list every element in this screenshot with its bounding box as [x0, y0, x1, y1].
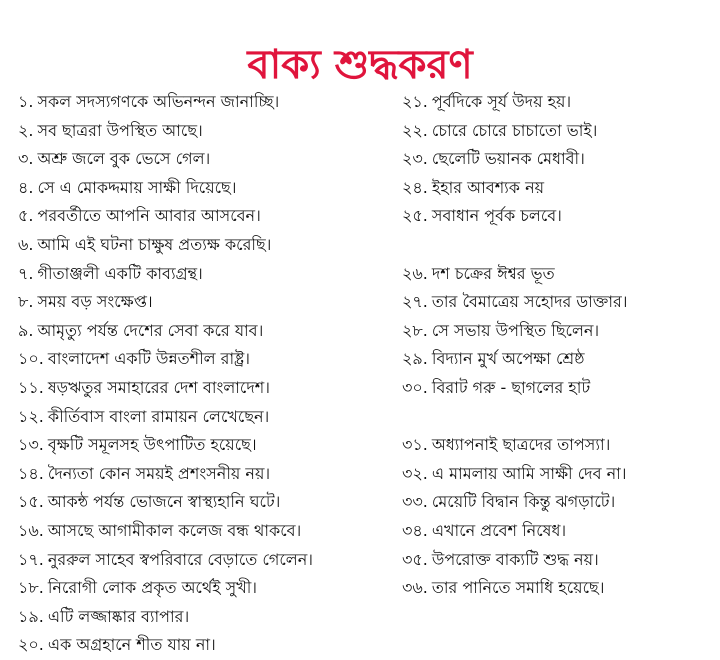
item-number: ১. [18, 92, 34, 111]
list-item [18, 231, 390, 260]
list-item [18, 174, 390, 203]
item-number: ২১. [402, 92, 428, 111]
list-item [18, 374, 390, 403]
item-number: ৩৪. [402, 520, 428, 540]
item-number: ২২. [402, 120, 428, 140]
item-number: ২৯. [402, 349, 428, 369]
item-text: আমৃত্যু পর্যন্ত দেশের সেবা করে যাব। [37, 320, 264, 340]
list-item [402, 345, 714, 374]
item-text: সবাধান পূর্বক চলবে। [431, 206, 562, 226]
sentence-list-left [18, 88, 390, 660]
item-number: ৮. [18, 292, 34, 312]
list-item [402, 546, 714, 575]
item-number: ১৬. [18, 520, 44, 540]
item-text: এ মামলায় আমি সাক্ষী দেব না। [431, 463, 627, 483]
item-text: উপরোক্ত বাক্যটি শুদ্ধ নয়। [431, 549, 599, 569]
item-number: ২৪. [402, 177, 428, 197]
list-spacer [402, 231, 714, 260]
list-item [18, 431, 390, 460]
item-text: আসছে আগামীকাল কলেজ বন্ধ থাকবে। [47, 520, 302, 540]
item-text: মেয়েটি বিদ্বান কিন্তু ঝগড়াটে। [431, 492, 616, 512]
item-number: ২৩. [402, 149, 428, 169]
list-item [402, 145, 714, 174]
list-item [402, 431, 714, 460]
list-item [18, 517, 390, 546]
list-item [18, 345, 390, 374]
item-text: সব ছাত্ররা উপস্থিত আছে। [37, 120, 203, 140]
item-number: ২০. [18, 635, 44, 655]
item-text: বিরাট গরু - ছাগলের হাট [431, 377, 591, 397]
list-item [402, 288, 714, 317]
item-text: এটি লজ্জাষ্কার ব্যাপার। [47, 606, 190, 626]
item-number: ১০. [18, 349, 44, 369]
list-item [402, 202, 714, 231]
list-item [18, 317, 390, 346]
list-item [402, 174, 714, 203]
item-number: ১২. [18, 406, 44, 426]
item-text: তার বৈমাত্রেয় সহোদর ডাক্তার। [431, 292, 628, 312]
list-item [18, 488, 390, 517]
item-text: এখানে প্রবেশ নিষেধ। [431, 520, 567, 540]
item-text: অধ্যাপনাই ছাত্রদের তাপস্যা। [431, 435, 611, 455]
list-spacer [402, 403, 714, 432]
item-number: ১৩. [18, 435, 44, 455]
list-item [18, 460, 390, 489]
item-number: ৬. [18, 234, 34, 254]
item-text: পূর্বদিকে সূর্য উদয় হয়। [431, 92, 572, 111]
item-text: তার পানিতে সমাধি হয়েছে। [431, 578, 605, 598]
list-item [402, 88, 714, 117]
item-number: ৩৫. [402, 549, 428, 569]
item-number: ২৭. [402, 292, 428, 312]
item-number: ৪. [18, 177, 34, 197]
item-number: ২৬. [402, 263, 428, 283]
list-item [402, 488, 714, 517]
item-text: বিদ্যান মুর্খ অপেক্ষা শ্রেষ্ঠ [431, 349, 585, 369]
item-number: ৩৩. [402, 492, 428, 512]
item-number: ৩. [18, 149, 34, 169]
page-title: বাক্য শুদ্ধকরণ [247, 41, 473, 88]
item-number: ১৫. [18, 492, 44, 512]
list-item [402, 260, 714, 289]
item-number: ৫. [18, 206, 34, 226]
item-text: অশ্রু জলে বুক ভেসে গেল। [37, 149, 211, 169]
item-text: পরবর্তীতে আপনি আবার আসবেন। [37, 206, 261, 226]
list-item [18, 202, 390, 231]
item-text: সে সভায় উপস্থিত ছিলেন। [431, 320, 600, 340]
item-number: ১৭. [18, 549, 44, 569]
item-number: ২৮. [402, 320, 428, 340]
item-text: ষড়ঋতুর সমাহারের দেশ বাংলাদেশ। [47, 377, 270, 397]
item-number: ৩১. [402, 435, 428, 455]
list-item [402, 374, 714, 403]
item-number: ৭. [18, 263, 34, 283]
item-text: সে এ মোকদ্দমায় সাক্ষী দিয়েছে। [37, 177, 237, 197]
list-item [18, 288, 390, 317]
list-item [402, 517, 714, 546]
item-number: ৩৬. [402, 578, 428, 598]
item-text: বৃক্ষটি সমূলসহ উৎপাটিত হয়েছে। [47, 435, 257, 455]
item-number: ৯. [18, 320, 34, 340]
item-text: গীতাঞ্জলী একটি কাব্যগ্রন্থ। [37, 263, 203, 283]
item-text: এক অগ্রহানে শীত যায় না। [47, 635, 216, 655]
item-text: ছেলেটি ভয়ানক মেধাবী। [431, 149, 585, 169]
item-number: ১৯. [18, 606, 44, 626]
list-item [402, 460, 714, 489]
item-text: দৈন্যতা কোন সময়ই প্রশংসনীয় নয়। [47, 463, 271, 483]
list-item [18, 603, 390, 632]
list-item [18, 260, 390, 289]
item-text: ইহার আবশ্যক নয় [431, 177, 545, 197]
item-text: দশ চক্রের ঈশ্বর ভূত [431, 263, 555, 283]
list-item [402, 317, 714, 346]
item-text: বাংলাদেশ একটি উন্নতশীল রাষ্ট্র। [47, 349, 251, 369]
item-number: ৩২. [402, 463, 428, 483]
item-number: ৩০. [402, 377, 428, 397]
item-number: ১১. [18, 377, 44, 397]
list-item [18, 117, 390, 146]
list-item [402, 117, 714, 146]
list-item [18, 631, 390, 660]
item-number: ২৫. [402, 206, 428, 226]
item-text: নিরোগী লোক প্রকৃত অর্থেই সুখী। [47, 578, 257, 598]
list-item [402, 574, 714, 603]
list-item [18, 574, 390, 603]
item-number: ১৮. [18, 578, 44, 598]
sentence-list-right [402, 88, 714, 603]
item-text: সময় বড় সংক্ষেপ্ত। [37, 292, 153, 312]
item-text: সকল সদস্যগণকে অভিনন্দন জানাচ্ছি। [37, 92, 280, 111]
list-item [18, 145, 390, 174]
item-text: কীর্তিবাস বাংলা রামায়ন লেখেছেন। [47, 406, 270, 426]
item-text: আমি এই ঘটনা চাক্ষুষ প্রত্যক্ষ করেছি। [37, 234, 272, 254]
item-text: আকন্ঠ পর্যন্ত ভোজনে স্বাস্থ্যহানি ঘটে। [47, 492, 281, 512]
item-text: চোরে চোরে চাচাতো ভাই। [431, 120, 598, 140]
list-item [18, 546, 390, 575]
item-number: ১৪. [18, 463, 44, 483]
item-number: ২. [18, 120, 34, 140]
item-text: নুররুল সাহেব স্বপরিবারে বেড়াতে গেলেন। [47, 549, 313, 569]
list-item [18, 403, 390, 432]
list-item [18, 88, 390, 117]
